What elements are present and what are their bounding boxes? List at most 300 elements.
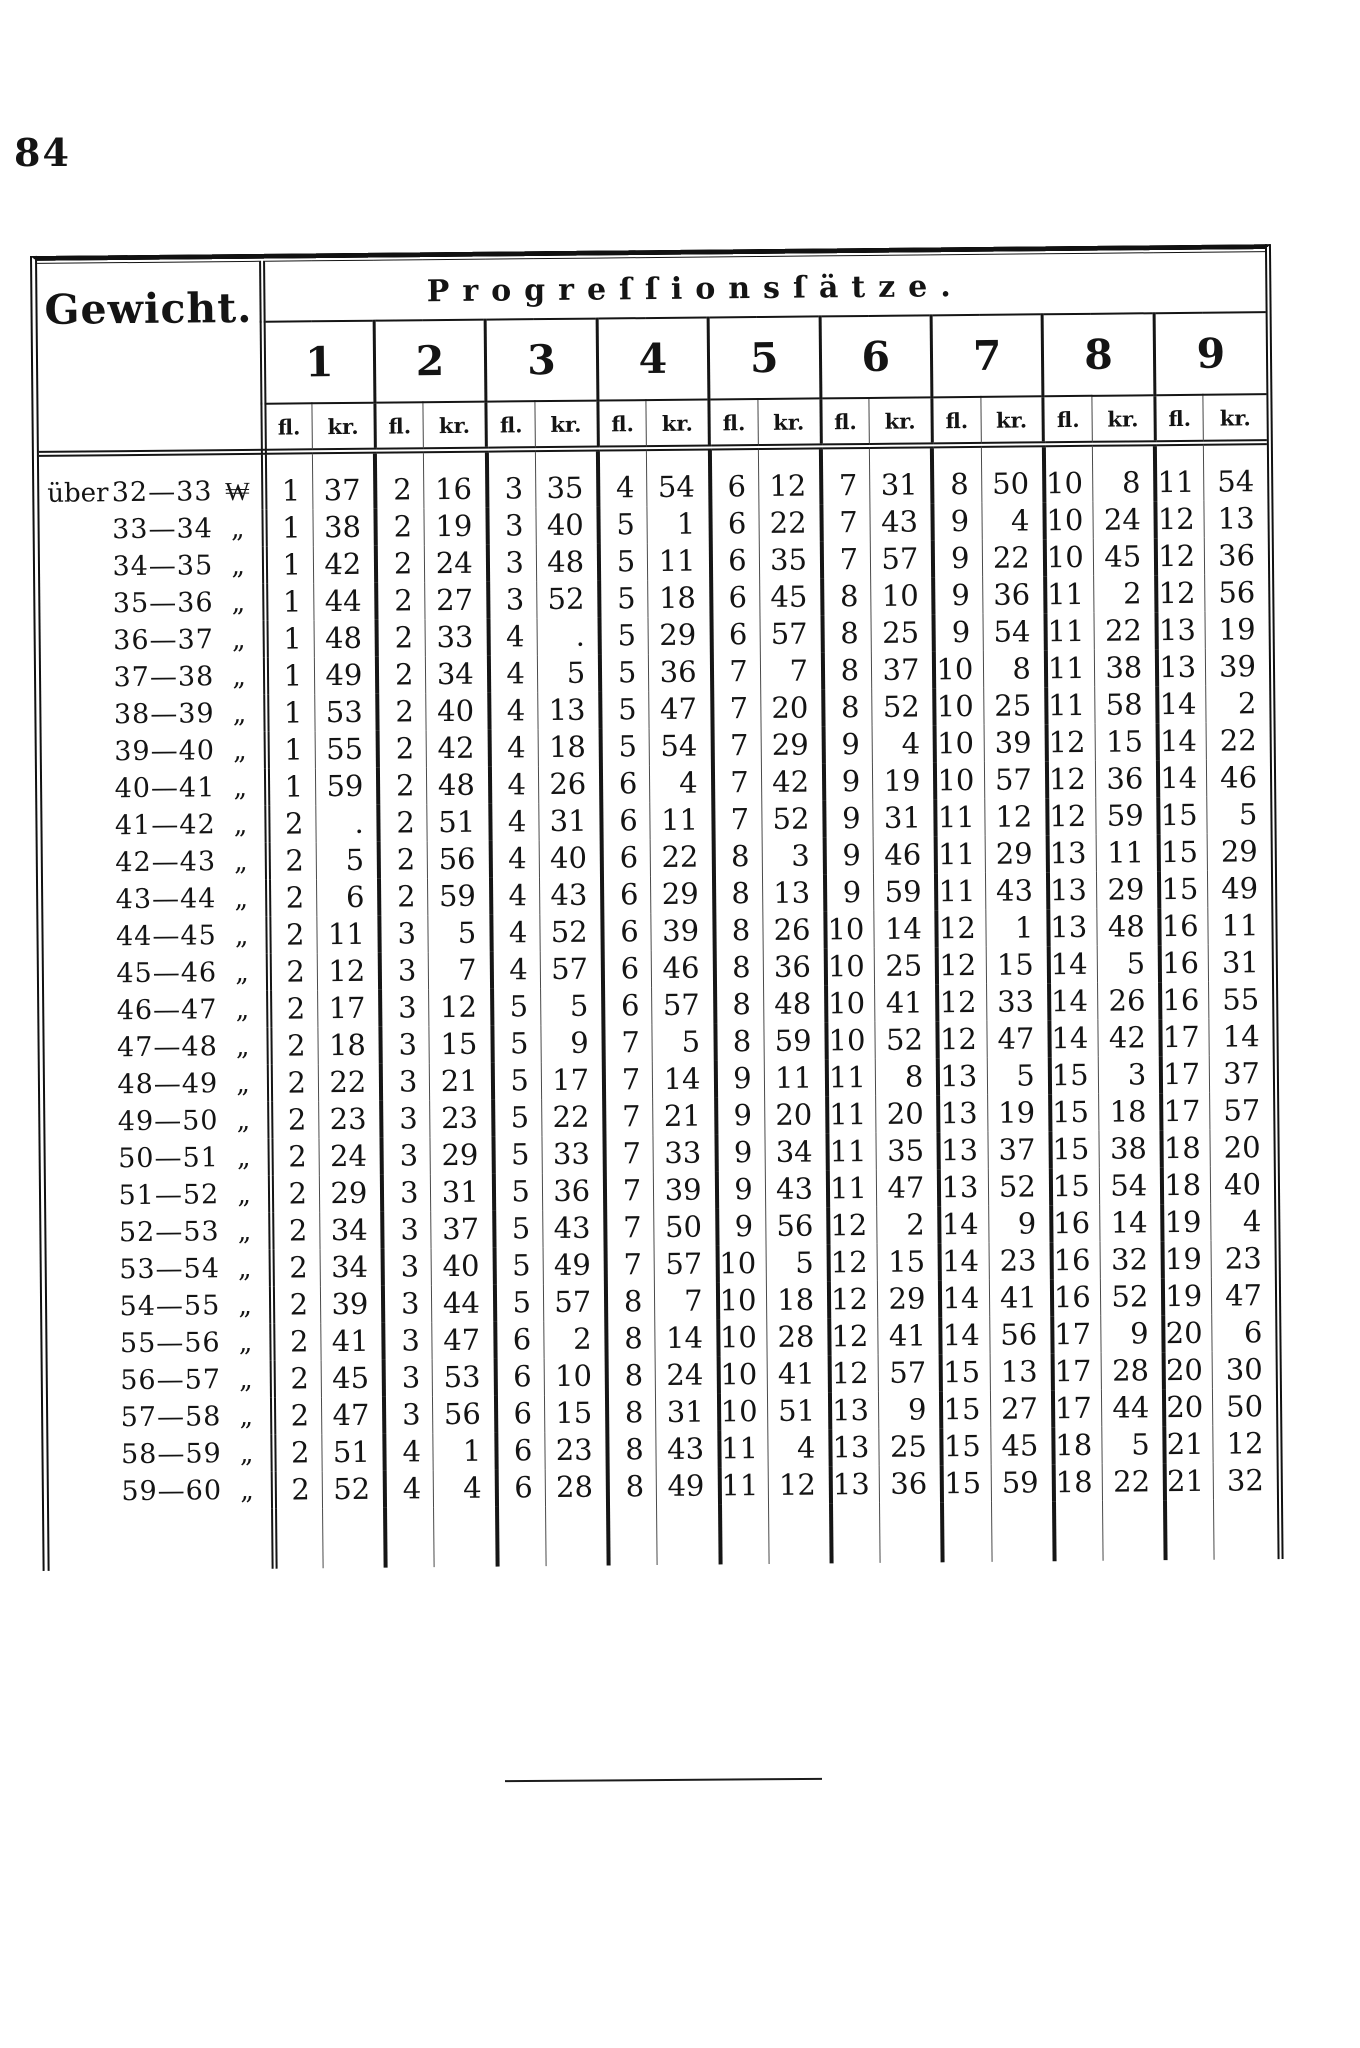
fl-value-cell: 3: [380, 989, 429, 1026]
weight-range-cell: [44, 954, 269, 993]
kr-value-cell: 59: [428, 878, 491, 916]
fl-value-cell: 8: [608, 1468, 657, 1505]
kr-value-cell: 47: [876, 1169, 939, 1207]
kr-value-cell: 5: [1097, 945, 1160, 983]
fl-value-cell: 14: [940, 1243, 989, 1280]
fl-value-cell: 5: [494, 1247, 543, 1284]
fl-value-cell: 15: [942, 1465, 991, 1502]
kr-value-cell: 28: [545, 1469, 608, 1507]
fl-value-cell: 4: [490, 766, 539, 803]
kr-value-cell: 43: [656, 1430, 719, 1468]
fl-value-cell: [720, 1504, 769, 1564]
fl-value-cell: 15: [941, 1354, 990, 1391]
weight-unit-mark: ₩: [224, 476, 250, 508]
kr-value-cell: 55: [1222, 982, 1260, 1017]
progression-column-header: 9: [1154, 312, 1267, 395]
kr-value-cell: 43: [985, 872, 1048, 910]
kr-value-cell: 7: [429, 952, 492, 990]
progression-column-header: 2: [374, 320, 486, 403]
fl-value-cell: 11: [936, 873, 985, 910]
weight-range: 40—41: [114, 772, 216, 805]
kr-value-cell: 57: [984, 761, 1047, 799]
fl-value-cell: 17: [1052, 1316, 1101, 1353]
weight-range: 48—49: [117, 1068, 219, 1101]
fl-value-cell: 4: [385, 1470, 434, 1507]
kr-value-cell: 24: [425, 545, 488, 583]
kr-value-cell: 21: [653, 1097, 716, 1135]
fl-value-cell: 3: [487, 449, 536, 507]
kr-value-cell: 6: [1243, 1315, 1263, 1350]
kr-value-cell: [545, 1506, 608, 1567]
weight-unit-mark: „: [236, 1105, 251, 1137]
florin-unit-header: fl.: [375, 402, 424, 450]
fl-value-cell: 6: [495, 1321, 544, 1358]
kr-value-cell: 52: [322, 1471, 385, 1509]
kr-value-cell: 56: [433, 1396, 496, 1434]
fl-value-cell: 6: [711, 616, 760, 653]
weight-range-cell: [49, 1472, 274, 1511]
fl-value-cell: 14: [940, 1206, 989, 1243]
kr-value-cell: 44: [314, 583, 377, 621]
fl-value-cell: 15: [1051, 1168, 1100, 1205]
kr-value-cell: 48: [314, 620, 377, 658]
kr-value-cell: 15: [429, 1026, 492, 1064]
fl-value-cell: 7: [712, 727, 761, 764]
fl-value-cell: 10: [825, 911, 874, 948]
kr-value-cell: 5: [537, 655, 600, 693]
fl-value-cell: 13: [1157, 649, 1206, 686]
weight-range-cell: [43, 843, 268, 882]
fl-value-cell: 8: [607, 1431, 656, 1468]
kr-value-cell: 50: [654, 1208, 717, 1246]
fl-value-cell: 13: [939, 1132, 988, 1169]
kr-value-cell: 34: [765, 1133, 828, 1171]
kr-value-cell: 47: [649, 690, 712, 728]
kr-value-cell: [434, 1507, 497, 1568]
kr-value-cell: [991, 1501, 1054, 1562]
fl-value-cell: 4: [491, 951, 540, 988]
fl-value-cell: 14: [1158, 760, 1207, 797]
fl-value-cell: 11: [1045, 613, 1094, 650]
fl-value-cell: 15: [1159, 797, 1208, 834]
kr-value-cell: 53: [433, 1359, 496, 1397]
fl-value-cell: 6: [603, 950, 652, 987]
fl-value-cell: 20: [1163, 1315, 1212, 1352]
kr-value-cell: 9: [988, 1205, 1051, 1243]
kr-value-cell: 36: [879, 1465, 942, 1503]
fl-value-cell: 3: [382, 1137, 431, 1174]
kr-value-cell: 51: [322, 1434, 385, 1472]
weight-prefix: [44, 945, 115, 946]
fl-value-cell: 13: [1157, 612, 1206, 649]
fl-value-cell: [274, 1508, 323, 1568]
fl-value-cell: 8: [714, 875, 763, 912]
florin-unit-header: fl.: [263, 403, 312, 451]
kr-value-cell: 42: [313, 546, 376, 584]
kr-value-cell: 54: [1099, 1167, 1162, 1205]
fl-value-cell: 12: [1046, 724, 1095, 761]
fl-value-cell: 13: [939, 1169, 988, 1206]
fl-value-cell: 2: [272, 1286, 321, 1323]
kr-value-cell: 22: [650, 838, 713, 876]
kr-value-cell: [1214, 1499, 1278, 1560]
kr-value-cell: 2: [1094, 575, 1157, 613]
weight-prefix: [45, 1093, 116, 1094]
kr-value-cell: 29: [319, 1175, 382, 1213]
fl-value-cell: 19: [1163, 1278, 1212, 1315]
kr-value-cell: 24: [1093, 501, 1156, 539]
kr-value-cell: 5: [1238, 797, 1258, 832]
kr-value-cell: 40: [536, 507, 599, 545]
kr-value-cell: 20: [1223, 1130, 1261, 1165]
kr-value-cell: 12: [1226, 1426, 1264, 1461]
weight-prefix: [41, 723, 112, 724]
fl-value-cell: 2: [268, 842, 317, 879]
florin-unit-header: fl.: [486, 401, 535, 449]
fl-value-cell: 9: [825, 837, 874, 874]
kreuzer-unit-header: kr.: [758, 398, 821, 447]
fl-value-cell: 4: [489, 655, 538, 692]
kr-value-cell: 57: [760, 615, 823, 653]
kr-value-cell: 31: [539, 803, 602, 841]
weight-prefix: [46, 1167, 117, 1168]
kr-value-cell: 22: [318, 1064, 381, 1102]
fl-value-cell: 9: [824, 800, 873, 837]
fl-value-cell: 12: [1047, 761, 1096, 798]
fl-value-cell: 6: [710, 505, 759, 542]
kr-value-cell: 22: [1219, 723, 1257, 758]
kr-value-cell: 14: [653, 1060, 716, 1098]
fl-value-cell: 12: [830, 1355, 879, 1392]
weight-unit-mark: „: [235, 994, 250, 1026]
kr-value-cell: 38: [1099, 1130, 1162, 1168]
fl-value-cell: 10: [1044, 502, 1093, 539]
kr-value-cell: 12: [768, 1466, 831, 1504]
kr-value-cell: 11: [648, 542, 711, 580]
fl-value-cell: 2: [379, 878, 428, 915]
kr-value-cell: 22: [1094, 612, 1157, 650]
fl-value-cell: 6: [496, 1432, 545, 1469]
fl-value-cell: 8: [823, 689, 872, 726]
weight-range-cell: [42, 806, 267, 845]
weight-range-cell: [41, 621, 266, 660]
kr-value-cell: 26: [538, 766, 601, 804]
weight-prefix: [40, 612, 111, 613]
kr-value-cell: 21: [430, 1063, 493, 1101]
weight-range: 57—58: [120, 1401, 222, 1434]
weight-prefix: [46, 1204, 117, 1205]
fl-value-cell: 11: [1046, 687, 1095, 724]
kr-value-cell: 5: [428, 915, 491, 953]
kr-value-cell: 57: [1223, 1093, 1261, 1128]
fl-value-cell: 4: [489, 692, 538, 729]
weight-unit-mark: „: [232, 735, 247, 767]
kr-value-cell: 56: [989, 1316, 1052, 1354]
fl-value-cell: 7: [604, 1061, 653, 1098]
kr-value-cell: 54: [649, 727, 712, 765]
fl-value-cell: 6: [602, 839, 651, 876]
fl-value-cell: 1: [266, 731, 315, 768]
kr-value-cell: 7: [760, 652, 823, 690]
kr-value-cell: 29: [878, 1280, 941, 1318]
kr-value-cell: 36: [982, 576, 1045, 614]
kr-value-cell: 8: [983, 650, 1046, 688]
kr-value-cell: 41: [878, 1317, 941, 1355]
weight-range: 39—40: [114, 735, 216, 768]
kr-value-cell: 52: [1100, 1278, 1163, 1316]
weight-range-cell: [47, 1324, 272, 1363]
progression-column-header: 8: [1042, 313, 1154, 396]
weight-prefix: [49, 1500, 120, 1501]
fl-value-cell: 11: [719, 1467, 768, 1504]
florin-unit-header: fl.: [1043, 396, 1092, 444]
weight-unit-mark: „: [233, 772, 248, 804]
weight-range: 32—33: [111, 476, 213, 509]
kr-value-cell: 53: [315, 694, 378, 732]
kr-value-cell: 25: [874, 947, 937, 985]
fl-value-cell: 12: [829, 1281, 878, 1318]
kr-value-cell: 39: [1218, 649, 1257, 684]
fl-value-cell: 11: [719, 1430, 768, 1467]
weight-range: 34—35: [112, 550, 214, 583]
kr-value-cell: 31: [656, 1393, 719, 1431]
fl-value-cell: 20: [1164, 1389, 1213, 1426]
fl-value-cell: 9: [934, 577, 983, 614]
weight-unit-mark: „: [239, 1438, 254, 1470]
fl-value-cell: 6: [496, 1469, 545, 1506]
weight-range: 36—37: [113, 624, 215, 657]
kr-value-cell: 5: [766, 1244, 829, 1282]
florin-unit-header: fl.: [709, 399, 758, 447]
kr-value-cell: 29: [1096, 871, 1159, 909]
fl-value-cell: 6: [711, 579, 760, 616]
fl-value-cell: 3: [381, 1063, 430, 1100]
footer-divider-rule: [505, 1778, 822, 1782]
kr-value-cell: 40: [539, 840, 602, 878]
kr-value-cell: 14: [1222, 1019, 1260, 1054]
progression-column-header: 1: [263, 321, 375, 404]
kr-value-cell: 4: [768, 1429, 831, 1467]
weight-prefix: [45, 1130, 116, 1131]
kreuzer-unit-header: kr.: [312, 403, 375, 452]
kr-value-cell: 41: [767, 1355, 830, 1393]
fl-value-cell: 2: [375, 450, 424, 508]
kr-value-cell: 22: [1102, 1463, 1165, 1501]
weight-range-cell: [39, 510, 264, 549]
kr-value-cell: 9: [879, 1391, 942, 1429]
kr-value-cell: 48: [763, 985, 826, 1023]
fl-value-cell: 3: [383, 1211, 432, 1248]
kr-value-cell: 36: [1217, 538, 1256, 573]
weight-unit-mark: „: [233, 809, 248, 841]
fl-value-cell: 17: [1161, 1093, 1210, 1130]
kr-value-cell: 38: [313, 509, 376, 547]
fl-value-cell: 10: [826, 1022, 875, 1059]
kr-value-cell: 37: [312, 451, 375, 510]
fl-value-cell: 7: [606, 1246, 655, 1283]
weight-range-cell: [44, 1028, 269, 1067]
weight-range: 58—59: [120, 1438, 222, 1471]
fl-value-cell: 14: [1049, 1020, 1098, 1057]
kr-value-cell: 3: [762, 837, 825, 875]
kr-value-cell: 1: [647, 505, 710, 543]
fl-value-cell: [385, 1507, 434, 1567]
kr-value-cell: 15: [544, 1395, 607, 1433]
fl-value-cell: 5: [493, 1136, 542, 1173]
kr-value-cell: 29: [1220, 834, 1258, 869]
fl-value-cell: 10: [719, 1393, 768, 1430]
fl-value-cell: 3: [384, 1322, 433, 1359]
fl-value-cell: 10: [935, 725, 984, 762]
florin-unit-header: fl.: [932, 397, 981, 445]
fl-value-cell: 12: [829, 1318, 878, 1355]
fl-value-cell: 13: [1048, 909, 1097, 946]
fl-value-cell: [831, 1503, 880, 1563]
fl-value-cell: 14: [1157, 686, 1206, 723]
fl-value-cell: 9: [824, 763, 873, 800]
kr-value-cell: 19: [873, 762, 936, 800]
fl-value-cell: 8: [823, 652, 872, 689]
kr-value-cell: 25: [879, 1428, 942, 1466]
fl-value-cell: 8: [715, 1023, 764, 1060]
fl-value-cell: 4: [490, 803, 539, 840]
fl-value-cell: 1: [265, 546, 314, 583]
kr-value-cell: 23: [430, 1100, 493, 1138]
fl-value-cell: 13: [830, 1429, 879, 1466]
fl-value-cell: 17: [1053, 1390, 1102, 1427]
kr-value-cell: 23: [545, 1432, 608, 1470]
kr-value-cell: 43: [543, 1210, 606, 1248]
fl-value-cell: 21: [1165, 1463, 1214, 1500]
page-number: 84: [14, 130, 71, 175]
kr-value-cell: 52: [537, 581, 600, 619]
fl-value-cell: 1: [264, 451, 313, 509]
weight-unit-mark: „: [230, 513, 245, 545]
kr-value-cell: 49: [314, 657, 377, 695]
weight-unit-mark: „: [231, 587, 246, 619]
kr-value-cell: 11: [1096, 834, 1159, 872]
fl-value-cell: 15: [1159, 834, 1208, 871]
fl-value-cell: 1: [264, 509, 313, 546]
weight-unit-mark: „: [234, 883, 249, 915]
fl-value-cell: 6: [495, 1358, 544, 1395]
kr-value-cell: 41: [875, 984, 938, 1022]
fl-value-cell: 10: [717, 1245, 766, 1282]
weight-range-cell: [45, 1102, 270, 1141]
kr-value-cell: 47: [986, 1020, 1049, 1058]
progression-table: [37, 251, 1277, 1571]
kr-value-cell: 18: [766, 1281, 829, 1319]
kr-value-cell: 54: [1217, 464, 1255, 499]
fl-value-cell: 2: [376, 508, 425, 545]
fl-value-cell: 19: [1162, 1204, 1211, 1241]
fl-value-cell: 10: [1045, 539, 1094, 576]
fl-value-cell: 5: [601, 728, 650, 765]
kr-value-cell: 9: [541, 1025, 604, 1063]
fl-value-cell: 14: [941, 1317, 990, 1354]
fl-value-cell: 12: [1047, 798, 1096, 835]
fl-value-cell: 12: [937, 910, 986, 947]
fl-value-cell: 4: [488, 618, 537, 655]
fl-value-cell: 8: [714, 949, 763, 986]
fl-value-cell: 5: [599, 506, 648, 543]
fl-value-cell: 7: [604, 1024, 653, 1061]
weight-range-cell: [42, 769, 267, 808]
kr-value-cell: 5: [652, 1023, 715, 1061]
fl-value-cell: 5: [599, 543, 648, 580]
fl-value-cell: 16: [1051, 1205, 1100, 1242]
weight-range: 53—54: [119, 1253, 221, 1286]
fl-value-cell: 13: [1048, 872, 1097, 909]
kr-value-cell: 17: [318, 990, 381, 1028]
kr-value-cell: 37: [871, 651, 934, 689]
kr-value-cell: 24: [319, 1138, 382, 1176]
fl-value-cell: 6: [602, 913, 651, 950]
fl-value-cell: [942, 1502, 991, 1562]
kr-value-cell: 27: [425, 582, 488, 620]
weight-unit-mark: „: [237, 1216, 252, 1248]
fl-value-cell: 2: [268, 916, 317, 953]
fl-value-cell: 10: [718, 1319, 767, 1356]
fl-value-cell: 6: [601, 765, 650, 802]
kr-value-cell: 52: [761, 800, 824, 838]
fl-value-cell: 14: [1158, 723, 1207, 760]
kr-value-cell: 14: [1100, 1204, 1163, 1242]
kr-value-cell: 48: [536, 544, 599, 582]
kr-value-cell: 23: [1224, 1241, 1262, 1276]
weight-range: 42—43: [115, 846, 217, 879]
kr-value-cell: 2: [877, 1206, 940, 1244]
weight-prefix: [45, 1056, 116, 1057]
fl-value-cell: [608, 1505, 657, 1565]
kreuzer-unit-header: kr.: [1203, 394, 1267, 443]
weight-prefix: [43, 871, 114, 872]
kr-value-cell: 52: [540, 914, 603, 952]
kr-value-cell: 31: [1221, 945, 1259, 980]
fl-value-cell: 11: [936, 836, 985, 873]
kr-value-cell: 54: [647, 447, 710, 506]
fl-value-cell: 7: [822, 541, 871, 578]
kr-value-cell: 11: [650, 801, 713, 839]
kr-value-cell: 57: [878, 1354, 941, 1392]
kr-value-cell: 15: [877, 1243, 940, 1281]
fl-value-cell: 16: [1052, 1279, 1101, 1316]
kr-value-cell: 19: [987, 1094, 1050, 1132]
fl-value-cell: 4: [491, 877, 540, 914]
fl-value-cell: 3: [384, 1396, 433, 1433]
fl-value-cell: 7: [713, 801, 762, 838]
kr-value-cell: 36: [649, 653, 712, 691]
kr-value-cell: 50: [981, 444, 1044, 503]
weight-range-cell: [39, 452, 264, 512]
fl-value-cell: 18: [1053, 1464, 1102, 1501]
kr-value-cell: 43: [870, 503, 933, 541]
kr-value-cell: 52: [988, 1168, 1051, 1206]
fl-value-cell: 4: [490, 840, 539, 877]
fl-value-cell: 14: [1049, 983, 1098, 1020]
kr-value-cell: 59: [1096, 797, 1159, 835]
weight-prefix: [40, 538, 111, 539]
weight-range-cell: [46, 1176, 271, 1215]
kr-value-cell: 36: [542, 1173, 605, 1211]
fl-value-cell: 2: [271, 1212, 320, 1249]
fl-value-cell: 1: [267, 768, 316, 805]
kr-value-cell: 59: [315, 768, 378, 806]
fl-value-cell: 6: [496, 1395, 545, 1432]
fl-value-cell: 9: [824, 726, 873, 763]
kr-value-cell: 5: [987, 1057, 1050, 1095]
kr-value-cell: 35: [535, 449, 598, 508]
